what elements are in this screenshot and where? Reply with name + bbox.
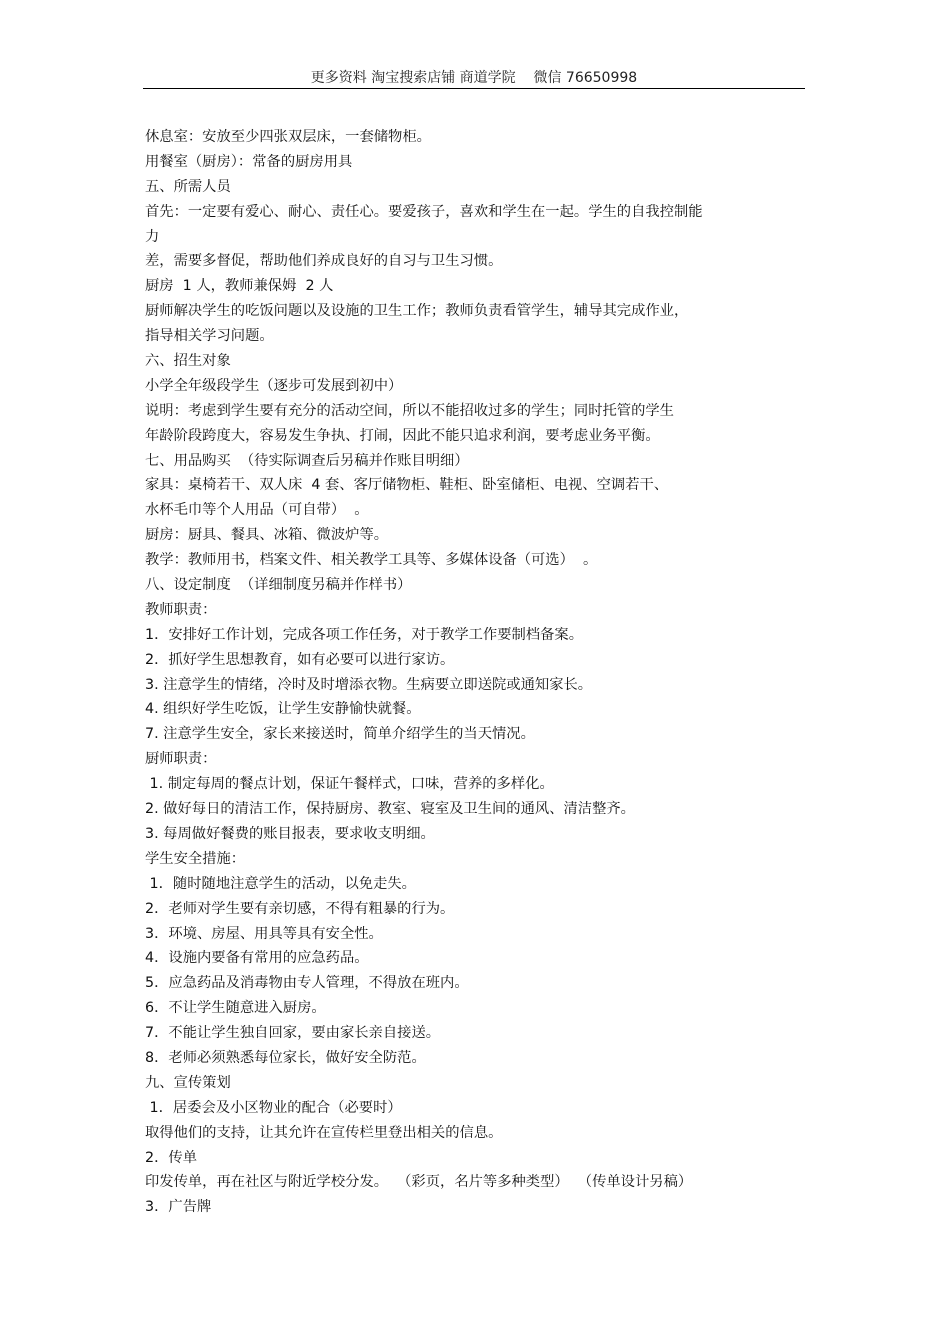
list-item: 2. 做好每日的清洁工作，保持厨房、教室、寝室及卫生间的通风、清洁整齐。 (145, 801, 635, 818)
text-line: 差，需要多督促，帮助他们养成良好的自习与卫生习惯。 (145, 253, 503, 270)
list-item: 2．抓好学生思想教育，如有必要可以进行家访。 (145, 651, 455, 668)
section-heading: 五、所需人员 (145, 178, 231, 195)
list-item: 6．不让学生随意进入厨房。 (145, 1000, 326, 1017)
list-item: 7. 注意学生安全，家长来接送时，简单介绍学生的当天情况。 (145, 726, 535, 743)
list-item: 3. 注意学生的情绪，冷时及时增添衣物。生病要立即送院或通知家长。 (145, 676, 593, 693)
list-item: 2．传单 (145, 1149, 197, 1166)
subsection-heading: 厨师职责： (145, 751, 217, 768)
list-item: 5．应急药品及消毒物由专人管理，不得放在班内。 (145, 975, 469, 992)
page-header: 更多资料 淘宝搜索店铺 商道学院 微信 76650998 (310, 70, 638, 86)
section-heading: 七、用品购买 （待实际调查后另稿并作账目明细） (145, 452, 469, 469)
text-line: 教学：教师用书，档案文件、相关教学工具等、多媒体设备（可选） 。 (145, 552, 598, 569)
list-item: 7．不能让学生独自回家，要由家长亲自接送。 (145, 1025, 441, 1042)
header-rule (143, 88, 805, 89)
text-line: 年龄阶段跨度大，容易发生争执、打闹，因此不能只追求利润，要考虑业务平衡。 (145, 427, 660, 444)
text-line: 小学全年级段学生（逐步可发展到初中） (145, 377, 403, 394)
list-item: 1. 制定每周的餐点计划，保证午餐样式，口味，营养的多样化。 (145, 776, 554, 793)
section-heading: 八、设定制度 （详细制度另稿并作样书） (145, 577, 412, 594)
list-item: 4．设施内要备有常用的应急药品。 (145, 950, 369, 967)
text-line: 首先：一定要有爱心、耐心、责任心。要爱孩子，喜欢和学生在一起。学生的自我控制能 (145, 203, 703, 220)
text-line: 水杯毛巾等个人用品（可自带） 。 (145, 502, 369, 519)
text-line: 休息室：安放至少四张双层床，一套储物柜。 (145, 129, 431, 145)
text-line: 指导相关学习问题。 (145, 328, 274, 345)
list-item: 3．环境、房屋、用具等具有安全性。 (145, 925, 383, 942)
text-line: 厨房：厨具、餐具、冰箱、微波炉等。 (145, 527, 389, 544)
subsection-heading: 学生安全措施： (145, 850, 246, 867)
section-heading: 九、宣传策划 (145, 1074, 231, 1091)
text-line: 取得他们的支持，让其允许在宣传栏里登出相关的信息。 (145, 1124, 503, 1141)
text-line: 说明：考虑到学生要有充分的活动空间，所以不能招收过多的学生；同时托管的学生 (145, 402, 674, 419)
text-line: 厨房 1 人，教师兼保姆 2 人 (145, 278, 334, 295)
section-heading: 六、招生对象 (145, 353, 231, 370)
list-item: 1．随时随地注意学生的活动，以免走失。 (145, 875, 416, 892)
document-body (145, 125, 810, 1220)
list-item: 8．老师必须熟悉每位家长，做好安全防范。 (145, 1049, 426, 1066)
text-line: 力 (145, 228, 160, 245)
list-item: 4. 组织好学生吃饭，让学生安静愉快就餐。 (145, 701, 421, 718)
text-line: 家具：桌椅若干、双人床 4 套、客厅储物柜、鞋柜、卧室储柜、电视、空调若干、 (145, 477, 669, 494)
subsection-heading: 教师职责： (145, 601, 217, 618)
text-line: 厨师解决学生的吃饭问题以及设施的卫生工作；教师负责看管学生，辅导其完成作业， (145, 303, 689, 320)
list-item: 3．广告牌 (145, 1199, 212, 1216)
list-item: 1．安排好工作计划，完成各项工作任务，对于教学工作要制档备案。 (145, 626, 583, 643)
text-line: 用餐室（厨房）：常备的厨房用具 (145, 153, 353, 170)
text-line: 印发传单，再在社区与附近学校分发。 （彩页，名片等多种类型） （传单设计另稿） (145, 1174, 693, 1191)
list-item: 3. 每周做好餐费的账目报表，要求收支明细。 (145, 825, 435, 842)
list-item: 2．老师对学生要有亲切感，不得有粗暴的行为。 (145, 900, 455, 917)
list-item: 1．居委会及小区物业的配合（必要时） (145, 1099, 402, 1116)
